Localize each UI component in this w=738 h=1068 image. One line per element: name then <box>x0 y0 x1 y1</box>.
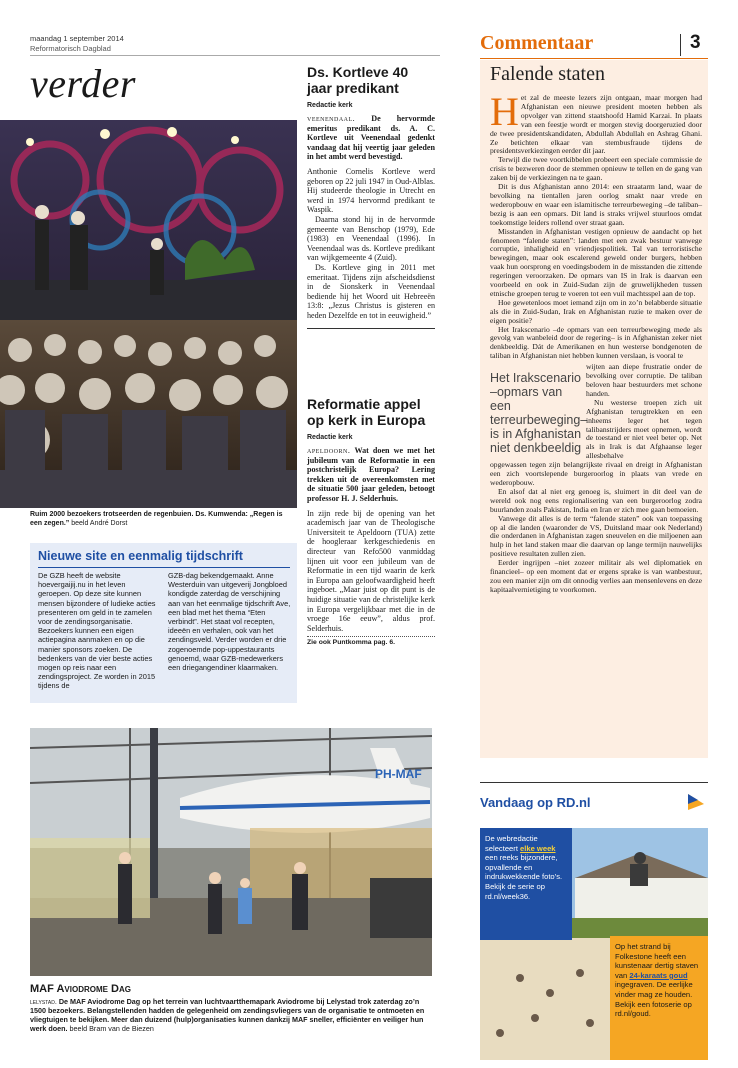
commentary-para: opgewassen tegen zijn belangrijkste rivaal en dreigt in Afghanistan een zich voortslepende burgeroorlog in plaats van vrede en wederopbouw. <box>490 460 702 487</box>
article-kortleve-para: Anthonie Cornelis Kortleve werd geboren op 22 juli 1947 in Oud-Alblas. Hij studeerde theologie in Utrecht en werd in 1974 hervormd predikant te Waspik. <box>307 166 435 215</box>
article-kortleve-byline: Redactie kerk <box>307 102 353 109</box>
article-kortleve-para: Ds. Kortleve ging in 2011 met emeritaat. Tijdens zijn afscheidsdienst in de Sionskerk in Veenendaal bediende hij het Woord uit Hebreeën 13:8: „Jezus Christus is gisteren en heden Dezelfde en tot in eeuwigheid.” <box>307 262 435 320</box>
commentary-body <box>490 89 702 595</box>
commentary-para: Dit is dus Afghanistan anno 2014: een straatarm land, waar de bevolking na tientallen jaren oorlog smakt naar vrede en wederopbouw en waar een islamitische terreurbeweging –de taliban– bezig is aan een opmars. Dit land is straks vrijwel stuurloos omdat toekomstige leiders rollend over straat gaan. <box>490 182 702 227</box>
commentaar-heading: Commentaar <box>480 32 594 54</box>
commentary-para: wijten aan diepe frustratie onder de bevolking over corruptie. De taliban beloven haar bestuurders met schone handen. <box>586 363 702 398</box>
commentary-para: En alsof dat al niet erg genoeg is, sluimert in dit deel van de wereld ook nog eens regionalisering van een burgeroorlog zodra buurlanden zoals Pakistan, India en Iran er zich mee gaan bemoeien. <box>490 486 702 514</box>
article-reformatie <box>307 396 435 646</box>
issue-date: maandag 1 september 2014 <box>30 34 124 43</box>
see-also-link[interactable]: Zie ook Puntkomma pag. 6. <box>307 639 395 647</box>
info-box-col2: GZB-dag bekendgemaakt. Anne Westerduin van uitgeverij Jongbloed kondigde zaterdag de verschijning aan van het eenmalige tijdschrift Ave, een blad met het thema “Eten verbindt”. Het staat vol recepten, ideeën en verhalen, ook van het zendingsveld. Verder worden er drie zogenoemde pop-upрestaurants genoemd, waar GZB-medewerkers een driegangendiner klaarmaken. <box>168 571 291 673</box>
article-kortleve-lead-text: De hervormde emeritus predikant ds. A. C. Kortleve uit Veenendaal gedenkt vandaag dat hij veertig jaar geleden in het ambt werd bevestigd. <box>307 114 435 162</box>
article-kortleve-title: Ds. Kortleve 40 jaar predikant <box>307 64 409 96</box>
commentary-para: Het Irakscenario –de opmars van een terreurbeweging mede als gevolg van wanbeleid door de regering– is in Afghanistan zeker niet denkbeeldig. Dát de Amerikanen en hun westerse bondgenoten de taliban in Afghanistan niet hebben kunnen verslaan, is vooral te <box>490 324 702 361</box>
newspaper-name: Reformatorisch Dagblad <box>30 44 111 53</box>
article-reformatie-dateline: apeldoorn. <box>307 446 351 455</box>
pullquote: Het Irakscenario –opmars van een terreurbeweging– is in Afghanistan niet denkbeeldig <box>490 371 588 456</box>
commentary-para: Hoe gewetenloos moet iemand zijn om in zo’n belabberde situatie als die in Zuid-Sudan, Irak en Afghanistan ruzie te maken over de eigen positie? <box>490 297 702 325</box>
pullquote-row <box>490 363 702 461</box>
info-box <box>30 543 297 703</box>
aviodrome-dateline: lelystad. <box>30 997 57 1006</box>
commentaar-rule <box>480 58 708 59</box>
commentary-panel <box>480 60 708 758</box>
promo-week-text: een reeks bijzondere, opvallende en indrukwekkende foto’s. Bekijk de serie op rd.nl/week36. <box>485 853 563 901</box>
promo-gold-text: Op het strand bij Folkestone heeft een kunstenaar dertig staven van <box>615 942 699 980</box>
commentary-para <box>490 89 702 156</box>
promo-week-link[interactable]: elke week <box>520 843 556 853</box>
article-kortleve-dateline: veenendaal. <box>307 114 356 123</box>
commentary-para: Misstanden in Afghanistan vestigen opnieuw de aandacht op het fenomeen “falende staten”: landen met een zwak bestuur vanwege corruptie, inhaligheid en vriendjespolitiek. Tal van terroristische bewegingen, maar ook escalerend geweld onder burgers, hebben vaak hun oorsprong en voedingsbodem in de misstanden die zittende regeringen veroorzaken. De opmars van IS in Irak is daarvan een voorbeeld en ook in Zuid-Sudan zijn de gruwelijkheden tussen etnische groepen terug te voeren tot een vuil machtsspel aan de top. <box>490 226 702 298</box>
commentary-title: Falende staten <box>490 63 605 85</box>
photo-caption-text: Ruim 2000 bezoekers trotseerden de regenbuien. Ds. Kumwenda: „Regen is een zegen.” <box>30 511 283 527</box>
article-reformatie-lead <box>307 446 435 504</box>
aviodrome-caption <box>30 997 432 1033</box>
article-reformatie-title: Reformatie appel op kerk in Europa <box>307 396 426 428</box>
commentary-dropcap: H <box>490 89 519 134</box>
aviodrome-photo <box>30 728 432 976</box>
article-kortleve-para: Daarna stond hij in de hervormde gemeente van Benschop (1979), Ede (1983) en Veenendaal (1996). In Veenendaal was ds. Kortleve predikant van wijkgemeente 4 (Zuid). <box>307 214 435 263</box>
article-reformatie-para: In zijn rede bij de opening van het academisch jaar van de Theologische Universiteit te Apeldoorn (TUA) zette de hoogleraar kerkgeschiedenis en directeur van Refo500 vanmiddag lijnen uit voor een jubileum van de Reformatie in een tijd waarin de kerk in Europa aan geloofwaardigheid heeft ingeboet. „Maar juist op dit punt is de huidige situatie van de christelijke kerk in Europa vergelijkbaar met die in de vroege 16e eeuw”, aldus prof. Selderhuis. <box>307 508 435 633</box>
promo-gold-card[interactable] <box>610 936 708 1060</box>
aviodrome-title: MAF Aviodrome Dag <box>30 983 131 995</box>
article-reformatie-byline: Redactie kerk <box>307 434 353 441</box>
page-number: 3 <box>690 32 701 53</box>
photo-credit: beeld André Dorst <box>71 519 128 527</box>
commentary-para: Vanwege dit alles is de term “falende staten” ook van toepassing op al die landen (waaronder de VS, Duitsland maar ook Nederland) die onderdanen in Afghanistan zagen sneuvelen en die miljoenen aan hulp in het land staken maar die daarvan op lange termijn nauwelijks positieve resultaten zullen zien. <box>490 513 702 559</box>
section-title: verder <box>30 61 136 106</box>
commentary-para: Nu westerse troepen zich uit Afghanistan terugtrekken en een inheems leger het tegen talibanstrijders moet opnemen, wordt de toestand er niet veel beter op. Net als in Irak is dat Afghaanse leger allesbehalve <box>586 397 702 461</box>
aviodrome-credit: beeld Bram van de Biezen <box>69 1024 154 1033</box>
commentary-text: et zal de meeste lezers zijn ontgaan, maar morgen had Afghanistan een nieuwe president moeten hebben als opvolger van zittend staatshoofd Hamid Karzai. In plaats van een feestje wordt er morgen stevig doorgeruzied door de twee presidentskandidaten, Abdullah Abdullah en Ashrag Ghani. Ze betichten elkaar van stembusfraude tijdens de presidentsverkiezingen eerder dit jaar. <box>490 93 702 156</box>
info-box-title: Nieuwe site en eenmalig tijdschrift <box>38 549 243 563</box>
promo-title[interactable]: Vandaag op RD.nl <box>480 795 591 810</box>
page-number-divider <box>680 34 681 56</box>
article-reformatie-lead-text: Wat doen we met het jubileum van de Reformatie in een postchristelijk Europa? Lering trekken uit de overeenkomsten met de situatie 500 jaar geleden, betoogt professor H. J. Selderhuis. <box>307 446 435 503</box>
commentary-para: Eerder ingrijpen –niet zozeer militair als wel diplomatiek en financieel– op een moment dat er ergens sprake is van wanbestuur, zou een manier zijn om dit onnodig verlies aan mensenlevens en deze kapitaalvernietiging te voorkomen. <box>490 558 702 594</box>
promo-gold-text: ingegraven. De eerlijke vinder mag ze houden. Bekijk een fotoserie op rd.nl/goud. <box>615 980 693 1019</box>
rd-logo-icon <box>684 790 708 814</box>
promo-week-text: De webredactie selecteert <box>485 834 538 853</box>
article-kortleve-lead <box>307 114 435 162</box>
plane-registration: PH-MAF <box>375 767 422 781</box>
promo-gold-link[interactable]: 24-karaats goud <box>629 970 688 980</box>
aviodrome-caption-text: De MAF Aviodrome Dag op het terrein van luchtvaartthemapark Aviodrome bij Lelystad trok zaterdag zo’n 1500 bezoekers. Belangstellenden hadden de gelegenheid om zendingsvliegers van de organisatie te ontmoeten en vliegtuigen te bekijken. Meer dan duizend (hulp)organisaties kunnen dankzij MAF sneller, efficiënter en veiliger hun werk doen. <box>30 997 425 1033</box>
promo-panel <box>480 828 708 1060</box>
article-divider <box>307 328 435 329</box>
commentary-para: Terwijl die twee voortkibbelen probeert een speciale commissie de crisis te bezweren door de stemmen opnieuw te tellen en de gang van zaken bij de verkiezingen na te gaan. <box>490 155 702 183</box>
promo-week-card[interactable] <box>480 828 572 940</box>
promo-top-rule <box>480 782 708 783</box>
info-box-rule <box>38 567 290 568</box>
header-rule <box>30 55 440 56</box>
church-event-photo <box>0 120 297 508</box>
info-box-col1: De GZB heeft de website hoevergaijij.nu in het leven geroepen. Op deze site kunnen mensen bijzondere of ludieke acties presenteren om geld in te zamelen voor de zendingsorganisatie. Bezoekers kunnen een eigen actiepagina aanmaken en op die manier sponsors zoeken. De bedenkers van de vier beste acties mogen op reis naar een zendingsproject. Ze worden in 2015 tijdens de <box>38 571 156 691</box>
photo-caption <box>30 511 295 528</box>
see-also-rule <box>307 636 435 637</box>
article-kortleve <box>307 64 435 329</box>
